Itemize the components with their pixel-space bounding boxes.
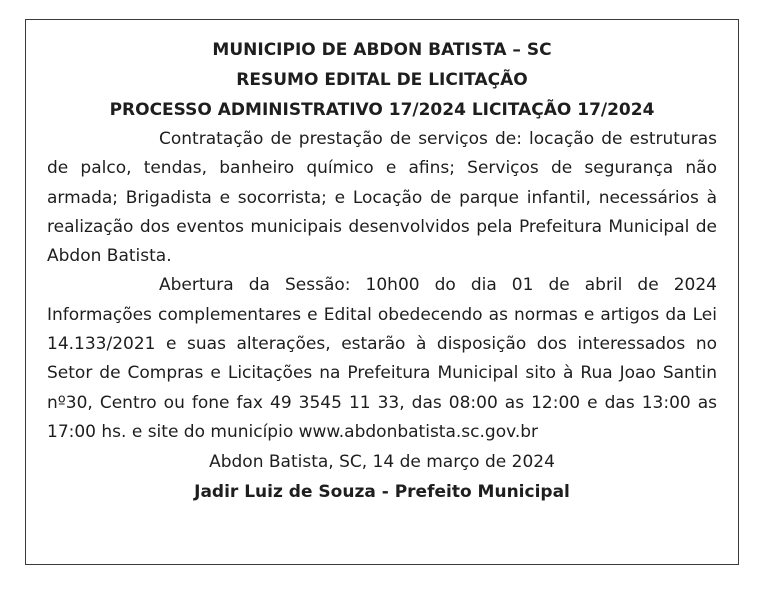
object-paragraph: Contratação de prestação de serviços de: locação de estruturas de palco, tendas, banheiro químico e afins; Serviços de segurança não armada; Brigadista e socorrista; e Locação de parque infantil, necessários à realização dos eventos municipais desenvolvidos pela Prefeitura Municipal de Abdon Batista.: [47, 129, 717, 267]
notice-box: [25, 19, 739, 565]
process-title: PROCESSO ADMINISTRATIVO 17/2024 LICITAÇÃO 17/2024: [109, 100, 655, 120]
notice-subtitle: RESUMO EDITAL DE LICITAÇÃO: [236, 70, 528, 90]
session-info-paragraph: Abertura da Sessão: 10h00 do dia 01 de abril de 2024 Informações complementares e Edital obedecendo as normas e artigos da Lei 14.133/2021 e suas alterações, estarão à disposição dos interessados no Setor de Compras e Licitações na Prefeitura Municipal sito à Rua Joao Santin nº30, Centro ou fone fax 49 3545 11 33, das 08:00 as 12:00 e das 13:00 as 17:00 hs. e site do município www.abdonbatista.sc.gov.br: [47, 275, 717, 442]
signature: Jadir Luiz de Souza - Prefeito Municipal: [194, 482, 570, 503]
place-date: Abdon Batista, SC, 14 de março de 2024: [209, 452, 555, 473]
municipality-title: MUNICIPIO DE ABDON BATISTA – SC: [212, 40, 552, 60]
